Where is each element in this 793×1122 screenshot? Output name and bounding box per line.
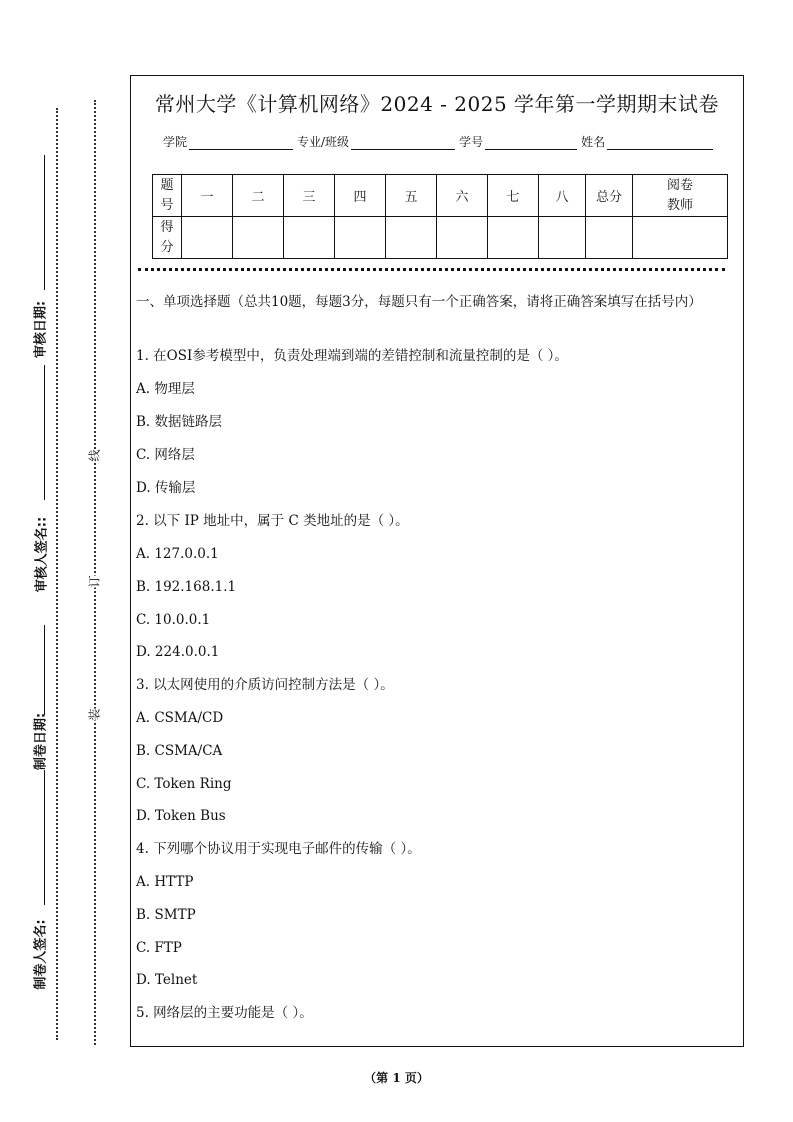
signature-line-reviewer — [44, 365, 45, 500]
score-cell[interactable] — [437, 217, 488, 259]
binding-char-line: 线 — [87, 449, 102, 462]
question-2-stem: 2. 以下 IP 地址中，属于 C 类地址的是（ ）。 — [136, 513, 409, 529]
score-column-total: 总分 — [586, 175, 633, 217]
score-cell[interactable] — [182, 217, 233, 259]
student-id-label: 学号 — [459, 135, 484, 149]
score-table-score-row — [153, 217, 728, 259]
score-column-5: 五 — [386, 175, 437, 217]
student-id-blank[interactable] — [485, 137, 577, 150]
preparer-signature-label: 制卷人签名: — [33, 919, 49, 990]
name-blank[interactable] — [607, 137, 713, 150]
score-column-3: 三 — [284, 175, 335, 217]
major-class-label: 专业/班级 — [297, 135, 350, 149]
question-4-stem: 4. 下列哪个协议用于实现电子邮件的传输（ ）。 — [136, 841, 421, 857]
signature-line-prepare-date — [44, 625, 45, 715]
score-column-2: 二 — [233, 175, 284, 217]
question-3-option-b: B. CSMA/CA — [136, 743, 223, 759]
score-cell[interactable] — [386, 217, 437, 259]
question-3-stem: 3. 以太网使用的介质访问控制方法是（ ）。 — [136, 677, 394, 693]
score-column-4: 四 — [335, 175, 386, 217]
question-3-option-d: D. Token Bus — [136, 808, 226, 824]
binding-char-zhuang: 装 — [87, 708, 102, 721]
signature-line-review-date — [44, 155, 45, 290]
dotted-guide-left — [56, 108, 58, 1040]
question-1-option-c: C. 网络层 — [136, 447, 195, 463]
question-1-stem: 1. 在OSI参考模型中，负责处理端到端的差错控制和流量控制的是（ ）。 — [136, 348, 568, 364]
question-1-option-b: B. 数据链路层 — [136, 414, 223, 430]
question-1-option-d: D. 传输层 — [136, 480, 196, 496]
question-4-option-a: A. HTTP — [136, 874, 194, 890]
question-5-stem: 5. 网络层的主要功能是（ ）。 — [136, 1005, 313, 1021]
question-number-label: 题 号 — [153, 175, 182, 217]
score-cell[interactable] — [539, 217, 586, 259]
question-4-option-d: D. Telnet — [136, 972, 198, 988]
score-column-7: 七 — [488, 175, 539, 217]
score-row-label: 得 分 — [153, 217, 182, 259]
prepare-date-label: 制卷日期: — [33, 712, 49, 771]
score-table-header-row — [153, 175, 728, 217]
grader-label: 阅卷 教师 — [633, 175, 728, 217]
review-date-label: 审核日期: — [33, 300, 49, 359]
score-cell[interactable] — [284, 217, 335, 259]
binding-char-ding: 订 — [87, 575, 102, 588]
college-blank[interactable] — [189, 137, 293, 150]
score-cell[interactable] — [335, 217, 386, 259]
score-table — [152, 174, 728, 259]
score-cell[interactable] — [488, 217, 539, 259]
grader-cell[interactable] — [633, 217, 728, 259]
question-2-option-c: C. 10.0.0.1 — [136, 612, 211, 628]
college-label: 学院 — [163, 135, 188, 149]
exam-title: 常州大学《计算机网络》2024 - 2025 学年第一学期期末试卷 — [154, 92, 720, 116]
question-2-option-d: D. 224.0.0.1 — [136, 644, 220, 660]
question-2-option-a: A. 127.0.0.1 — [136, 546, 219, 562]
student-info-line — [163, 133, 717, 150]
dotted-separator — [138, 268, 725, 271]
page-number: （第 1 页） — [364, 1071, 429, 1085]
question-2-option-b: B. 192.168.1.1 — [136, 579, 237, 595]
score-column-6: 六 — [437, 175, 488, 217]
score-column-8: 八 — [539, 175, 586, 217]
question-3-option-c: C. Token Ring — [136, 776, 232, 792]
score-cell-total[interactable] — [586, 217, 633, 259]
dotted-guide-right — [94, 100, 96, 1045]
score-column-1: 一 — [182, 175, 233, 217]
exam-frame — [130, 75, 744, 1047]
section-heading: 一、单项选择题（总共10题，每题3分，每题只有一个正确答案，请将正确答案填写在括号内） — [136, 294, 702, 310]
question-4-option-b: B. SMTP — [136, 907, 196, 923]
question-3-option-a: A. CSMA/CD — [136, 710, 224, 726]
score-cell[interactable] — [233, 217, 284, 259]
signature-line-preparer — [44, 770, 45, 905]
question-4-option-c: C. FTP — [136, 940, 182, 956]
name-label: 姓名 — [581, 135, 606, 149]
reviewer-signature-label: 审核人签名:: — [34, 516, 50, 593]
major-class-blank[interactable] — [351, 137, 455, 150]
question-1-option-a: A. 物理层 — [136, 381, 195, 397]
